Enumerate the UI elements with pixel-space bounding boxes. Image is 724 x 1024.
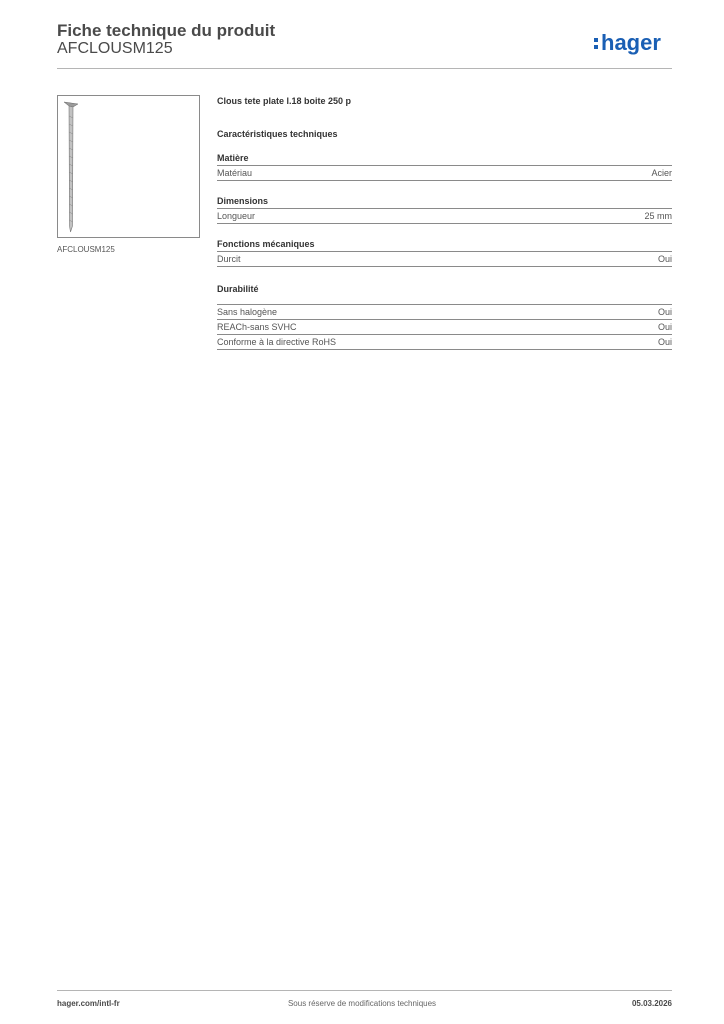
spec-row: [217, 252, 672, 267]
spec-label: Matériau: [217, 168, 253, 178]
header-divider: [57, 68, 672, 69]
spec-group-dimensions: [217, 195, 672, 224]
spec-label: Longueur: [217, 211, 256, 221]
spec-row: [217, 335, 672, 350]
spec-row: [217, 166, 672, 181]
group-title: Durabilité: [217, 284, 259, 294]
spec-value: Oui: [657, 254, 672, 264]
footer-date: 05.03.2026: [631, 999, 672, 1008]
spec-label: Conforme à la directive RoHS: [217, 337, 337, 347]
image-caption: AFCLOUSM125: [57, 245, 115, 254]
product-description: Clous tete plate l.18 boite 250 p: [217, 96, 352, 106]
spec-label: Sans halogène: [217, 307, 278, 317]
page-title: Fiche technique du produit: [57, 21, 276, 40]
spec-value: Oui: [657, 322, 672, 332]
spec-value: Acier: [651, 168, 672, 178]
group-title: Matière: [217, 152, 672, 166]
spec-label: Durcit: [217, 254, 241, 264]
hager-logo: [593, 29, 673, 57]
nail-icon: [58, 96, 199, 237]
spec-group-matiere: [217, 152, 672, 181]
spec-label: REACh-sans SVHC: [217, 322, 297, 332]
spec-value: 25 mm: [644, 211, 672, 221]
product-image: [57, 95, 200, 238]
spec-group-fonctions: [217, 238, 672, 267]
spec-row: [217, 209, 672, 224]
footer-notice: Sous réserve de modifications techniques: [287, 999, 437, 1008]
spec-row: [217, 304, 672, 320]
spec-panel: [217, 95, 672, 350]
group-title: Dimensions: [217, 195, 672, 209]
spec-value: Oui: [657, 337, 672, 347]
footer-divider: [57, 990, 672, 991]
spec-value: Oui: [657, 307, 672, 317]
logo-text: hager: [601, 30, 661, 55]
group-title: Fonctions mécaniques: [217, 238, 672, 252]
spec-row: [217, 320, 672, 335]
spec-group-durabilite: [217, 283, 672, 350]
section-title: Caractéristiques techniques: [217, 129, 338, 139]
product-reference: AFCLOUSM125: [57, 40, 173, 57]
footer-website-link[interactable]: hager.com/intl-fr: [57, 999, 120, 1008]
